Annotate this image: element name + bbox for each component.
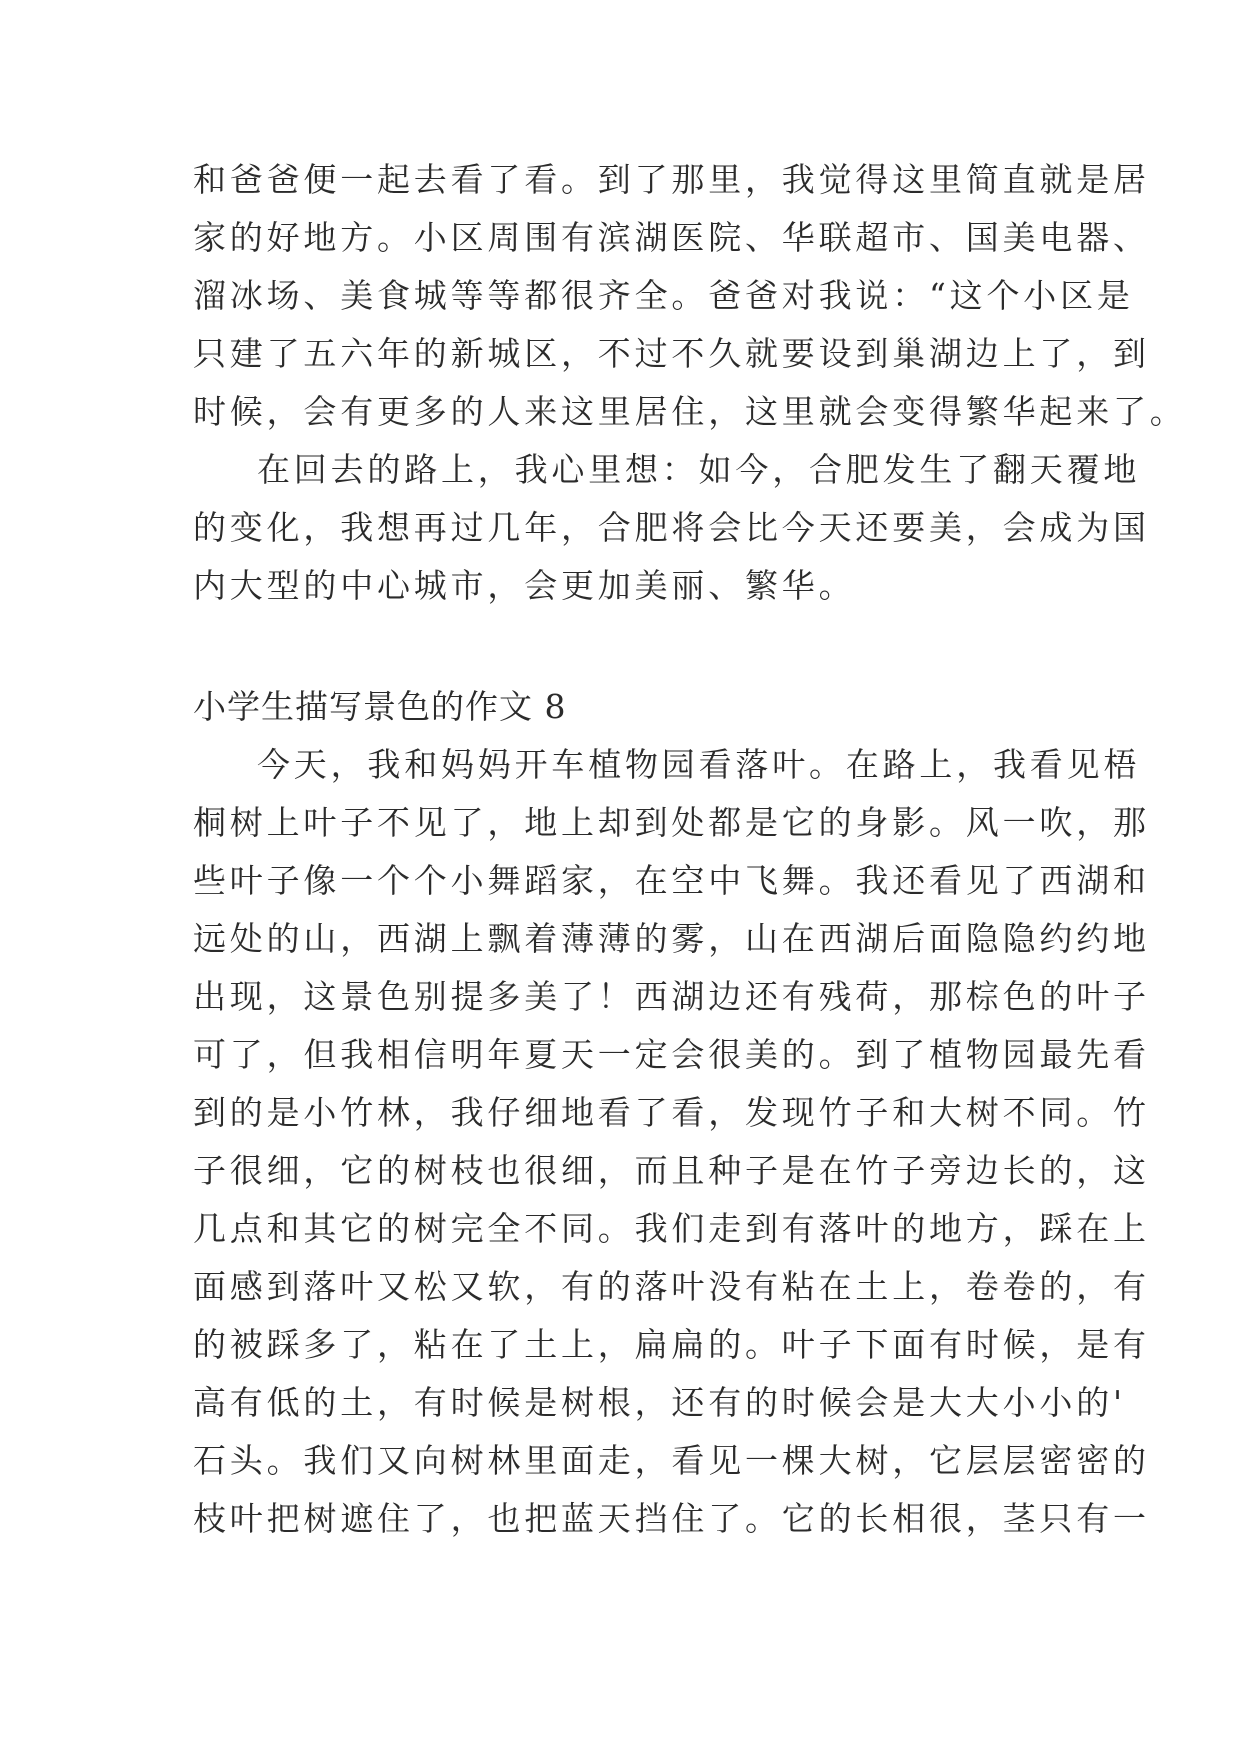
- text-line: 和爸爸便一起去看了看。到了那里，我觉得这里简直就是居: [193, 160, 1150, 199]
- text-line: 远处的山，西湖上飘着薄薄的雾，山在西湖后面隐隐约约地: [193, 919, 1150, 958]
- text-line: 的变化，我想再过几年，合肥将会比今天还要美，会成为国: [193, 508, 1150, 547]
- text-line: 些叶子像一个个小舞蹈家，在空中飞舞。我还看见了西湖和: [193, 861, 1150, 900]
- text-line: 家的好地方。小区周围有滨湖医院、华联超市、国美电器、: [193, 218, 1150, 257]
- text-line: 在回去的路上，我心里想：如今，合肥发生了翻天覆地: [257, 450, 1141, 489]
- text-line: 到的是小竹林，我仔细地看了看，发现竹子和大树不同。竹: [193, 1093, 1150, 1132]
- text-line: 的被踩多了，粘在了土上，扁扁的。叶子下面有时候，是有: [193, 1325, 1150, 1364]
- section-heading: 小学生描写景色的作文 8: [193, 687, 567, 726]
- text-line: 桐树上叶子不见了，地上却到处都是它的身影。风一吹，那: [193, 803, 1150, 842]
- text-line: 高有低的土，有时候是树根，还有的时候会是大大小小的': [193, 1383, 1126, 1422]
- text-line: 石头。我们又向树林里面走，看见一棵大树，它层层密密的: [193, 1441, 1150, 1480]
- text-line: 出现，这景色别提多美了！西湖边还有残荷，那棕色的叶子: [193, 977, 1150, 1016]
- text-line: 今天，我和妈妈开车植物园看落叶。在路上，我看见梧: [257, 745, 1141, 784]
- text-line: 只建了五六年的新城区，不过不久就要设到巢湖边上了，到: [193, 334, 1150, 373]
- text-line: 面感到落叶又松又软，有的落叶没有粘在土上，卷卷的，有: [193, 1267, 1150, 1306]
- text-line: 时候，会有更多的人来这里居住，这里就会变得繁华起来了。: [193, 392, 1187, 431]
- text-line: 几点和其它的树完全不同。我们走到有落叶的地方，踩在上: [193, 1209, 1150, 1248]
- text-line: 子很细，它的树枝也很细，而且种子是在竹子旁边长的，这: [193, 1151, 1150, 1190]
- text-line: 内大型的中心城市，会更加美丽、繁华。: [193, 566, 856, 605]
- text-line: 溜冰场、美食城等等都很齐全。爸爸对我说：“这个小区是: [193, 276, 1134, 315]
- text-line: 枝叶把树遮住了，也把蓝天挡住了。它的长相很，茎只有一: [193, 1499, 1150, 1538]
- text-line: 可了，但我相信明年夏天一定会很美的。到了植物园最先看: [193, 1035, 1150, 1074]
